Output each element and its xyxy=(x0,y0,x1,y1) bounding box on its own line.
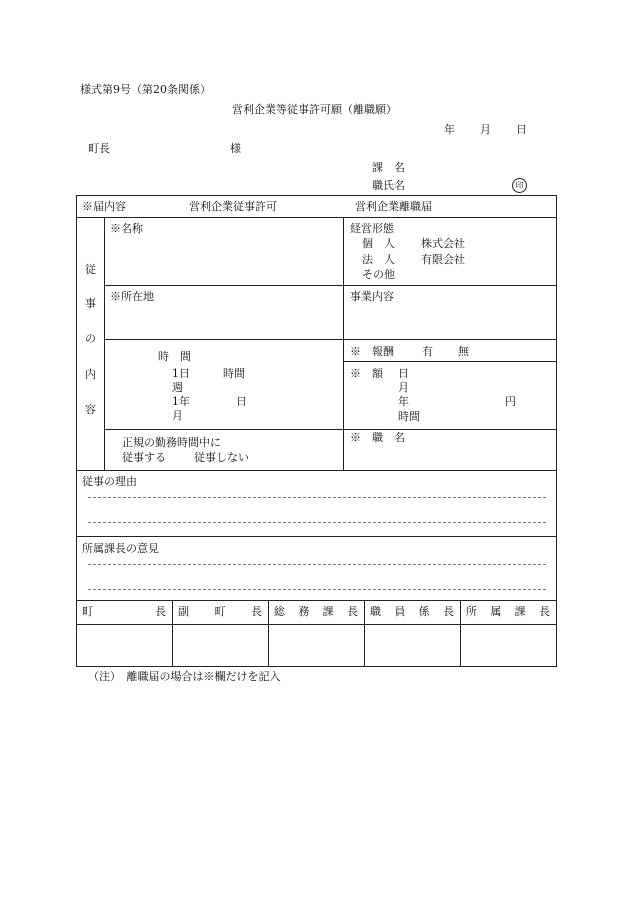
amount-yen-unit: 円 xyxy=(505,395,516,408)
form-title: 営利企業等従事許可願（離職願） xyxy=(232,103,397,116)
row-divider xyxy=(104,339,556,340)
table-border-bottom xyxy=(76,666,556,667)
regular-hours-not-engage: 従事しない xyxy=(194,451,249,464)
row-divider xyxy=(76,624,556,625)
row-divider xyxy=(343,429,556,430)
honorific-label: 様 xyxy=(230,142,241,155)
hours-per-week: 週 xyxy=(172,381,183,394)
notice-option-resignation: 営利企業離職届 xyxy=(355,200,432,213)
regular-hours-engage: 従事する xyxy=(122,451,166,464)
side-label-char: の xyxy=(85,332,96,345)
hours-label: 時 間 xyxy=(158,350,191,363)
regular-hours-question: 正規の勤務時間中に xyxy=(122,436,221,449)
approval-mayor-label: 町 長 xyxy=(82,605,166,618)
amount-per-day: 日 xyxy=(398,367,409,380)
remuneration-no: 無 xyxy=(458,345,469,358)
approval-general-affairs-label: 総 務 課 長 xyxy=(274,605,358,618)
row-divider xyxy=(76,600,556,601)
notice-type-label: ※届内容 xyxy=(82,200,126,213)
hours-per-month: 月 xyxy=(172,409,183,422)
business-form-corporation: 法 人 xyxy=(362,253,395,266)
opinion-writing-line xyxy=(88,589,546,590)
amount-per-year: 年 xyxy=(398,395,409,408)
row-divider xyxy=(76,536,556,537)
opinion-writing-line xyxy=(88,564,546,565)
business-form-kabushiki: 株式会社 xyxy=(421,237,465,250)
approval-section-chief-label: 所 属 課 長 xyxy=(466,605,550,618)
job-title-label: ※ 職 名 xyxy=(350,431,405,444)
approval-deputy-mayor-label: 副 町 長 xyxy=(178,605,262,618)
hours-per-day: 1日 xyxy=(172,367,190,380)
notice-option-employment: 営利企業従事許可 xyxy=(189,200,277,213)
side-label-char: 従 xyxy=(85,263,96,276)
table-border-left xyxy=(76,195,77,666)
row-divider xyxy=(76,470,556,471)
hours-per-year: 1年 xyxy=(172,395,190,408)
staff-name-label: 職氏名 xyxy=(372,179,405,192)
middle-column-divider xyxy=(343,217,344,470)
table-border-top xyxy=(76,195,556,196)
amount-label: ※ 額 xyxy=(350,367,383,380)
business-form-individual: 個 人 xyxy=(362,237,395,250)
business-form-yugen: 有限会社 xyxy=(421,253,465,266)
opinion-label: 所属課長の意見 xyxy=(82,542,159,555)
approval-staff-chief-label: 職 員 係 長 xyxy=(370,605,454,618)
seal-mark: 印 xyxy=(512,178,527,193)
remuneration-label: ※ 報酬 xyxy=(350,345,394,358)
row-divider xyxy=(343,361,556,362)
side-label-char: 内 xyxy=(85,368,96,381)
approval-column-divider xyxy=(460,600,461,666)
table-border-right xyxy=(556,195,557,667)
amount-per-hour: 時間 xyxy=(398,410,420,423)
section-name-label: 課 名 xyxy=(372,161,405,174)
approval-column-divider xyxy=(364,600,365,666)
reason-writing-line xyxy=(88,522,546,523)
reason-writing-line xyxy=(88,497,546,498)
date-year-label: 年 xyxy=(444,123,455,136)
company-name-field: ※名称 xyxy=(110,222,143,235)
addressee-label: 町長 xyxy=(88,142,110,155)
reason-label: 従事の理由 xyxy=(82,475,137,488)
amount-per-month: 月 xyxy=(398,381,409,394)
location-field: ※所在地 xyxy=(110,290,154,303)
row-divider xyxy=(76,217,556,218)
row-divider xyxy=(104,429,343,430)
business-form-other: その他 xyxy=(362,268,395,281)
side-column-divider xyxy=(104,217,105,470)
remuneration-yes: 有 xyxy=(422,345,433,358)
row-divider xyxy=(104,285,556,286)
side-label-char: 事 xyxy=(85,297,96,310)
footnote: （注） 離職届の場合は※欄だけを記入 xyxy=(88,670,281,683)
hours-unit: 時間 xyxy=(223,367,245,380)
approval-column-divider xyxy=(172,600,173,666)
business-content-field: 事業内容 xyxy=(350,290,394,303)
business-form-label: 経営形態 xyxy=(350,222,394,235)
approval-column-divider xyxy=(268,600,269,666)
side-label-char: 容 xyxy=(85,403,96,416)
date-month-label: 月 xyxy=(480,123,491,136)
date-day-label: 日 xyxy=(516,123,527,136)
days-unit: 日 xyxy=(236,395,247,408)
form-number: 様式第9号（第20条関係） xyxy=(80,83,211,96)
